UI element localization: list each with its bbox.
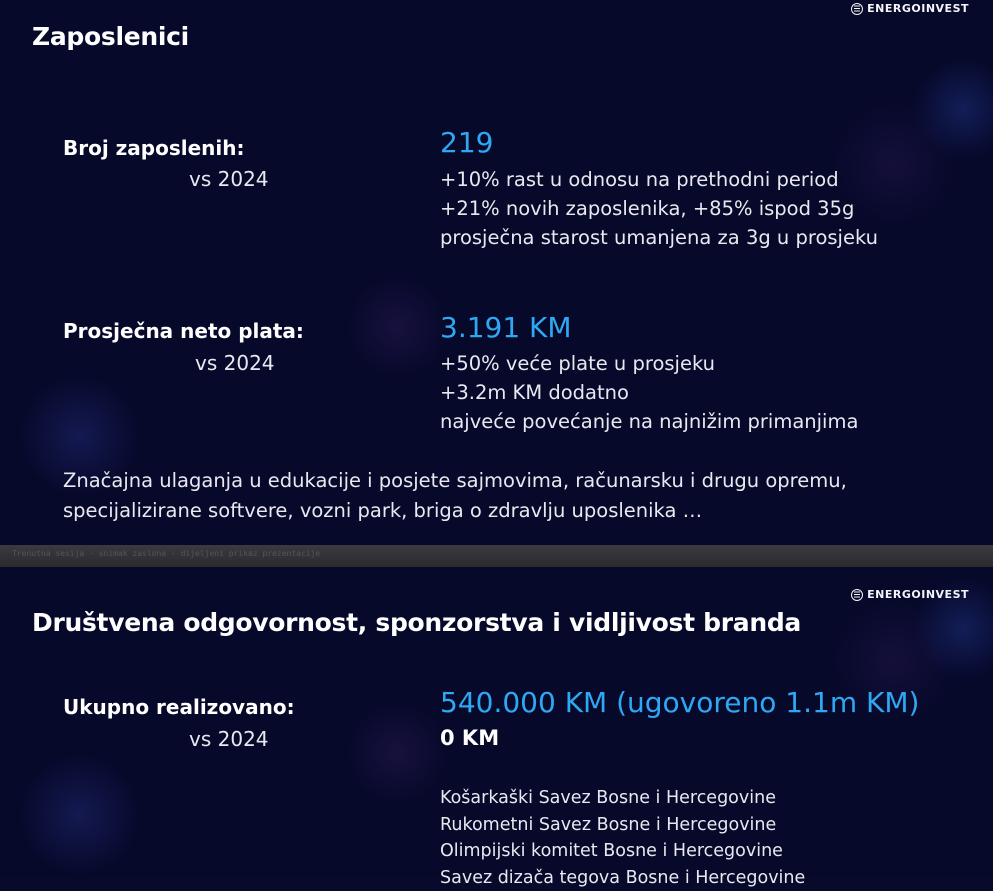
divider-caption: Trenutna sesija · snimak zaslona · dijeljeni prikaz prezentacije xyxy=(12,549,320,558)
logo-text: ENERGOINVEST xyxy=(867,2,969,15)
sponsorship-list xyxy=(440,785,805,891)
slide-divider xyxy=(0,545,993,567)
slide-title: Zaposlenici xyxy=(32,22,189,51)
salary-detail-line: +3.2m KM dodatno xyxy=(440,378,858,407)
employees-label: Broj zaposlenih: xyxy=(63,136,245,160)
employees-value: 219 xyxy=(440,126,493,159)
paragraph-line: Značajna ulaganja u edukacije i posjete sajmovima, računarsku i drugu opremu, xyxy=(63,466,847,496)
salary-detail-line: najveće povećanje na najnižim primanjima xyxy=(440,407,858,436)
employees-detail-line: +21% novih zaposlenika, +85% ispod 35g xyxy=(440,194,878,223)
investment-paragraph xyxy=(63,466,847,526)
total-realized-value: 540.000 KM (ugovoreno 1.1m KM) xyxy=(440,686,919,719)
slide-social-responsibility xyxy=(0,567,993,877)
list-item: Savez dizača tegova Bosne i Hercegovine xyxy=(440,865,805,891)
previous-year-value: 0 KM xyxy=(440,726,499,750)
slide-title: Društvena odgovornost, sponzorstva i vidljivost branda xyxy=(32,608,801,637)
energoinvest-logo-icon xyxy=(851,589,863,601)
list-item: Olimpijski komitet Bosne i Hercegovine xyxy=(440,838,805,865)
total-vs-label: vs 2024 xyxy=(189,727,269,751)
company-logo xyxy=(851,588,969,601)
employees-detail-line: prosječna starost umanjena za 3g u prosjeku xyxy=(440,223,878,252)
employees-details xyxy=(440,165,878,252)
salary-label: Prosječna neto plata: xyxy=(63,319,304,343)
salary-detail-line: +50% veće plate u prosjeku xyxy=(440,349,858,378)
company-logo xyxy=(851,2,969,15)
list-item: Košarkaški Savez Bosne i Hercegovine xyxy=(440,785,805,812)
employees-detail-line: +10% rast u odnosu na prethodni period xyxy=(440,165,878,194)
list-item: Rukometni Savez Bosne i Hercegovine xyxy=(440,812,805,839)
salary-vs-label: vs 2024 xyxy=(195,351,275,375)
salary-details xyxy=(440,349,858,436)
salary-value: 3.191 KM xyxy=(440,311,572,344)
employees-vs-label: vs 2024 xyxy=(189,167,269,191)
paragraph-line: specijalizirane softvere, vozni park, briga o zdravlju uposlenika … xyxy=(63,496,847,526)
logo-text: ENERGOINVEST xyxy=(867,588,969,601)
total-realized-label: Ukupno realizovano: xyxy=(63,695,295,719)
energoinvest-logo-icon xyxy=(851,3,863,15)
